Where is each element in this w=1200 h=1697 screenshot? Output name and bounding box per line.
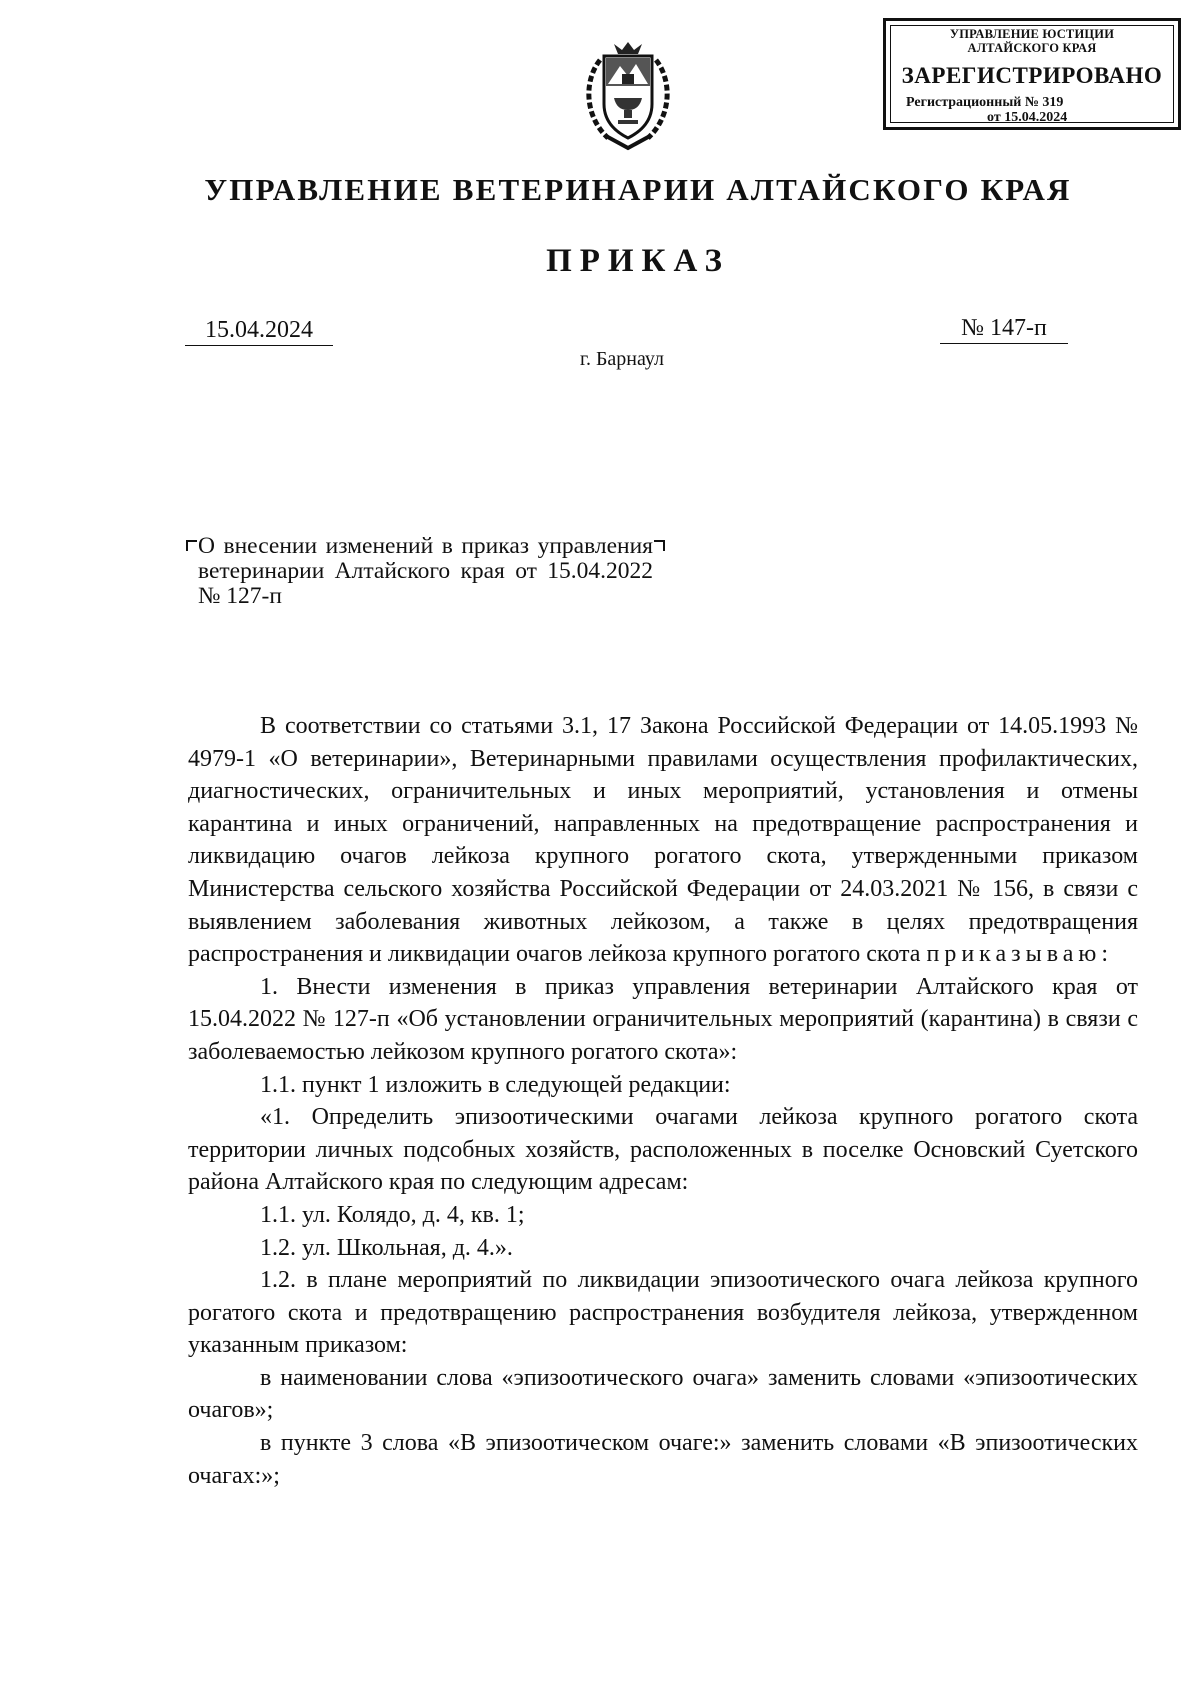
body-paragraph: в пункте 3 слова «В эпизоотическом очаге:» заменить словами «В эпизоотических очагах:»; [188,1430,1138,1489]
document-body [188,710,1138,1492]
preamble-paragraph [188,710,1138,971]
subject-right-corner-mark [654,540,665,551]
body-paragraph: 1.2. в плане мероприятий по ликвидации эпизоотического очага лейкоза крупного рогатого скота и предотвращению распространения возбудителя лейкоза, утвержденном указанным приказом: [188,1267,1138,1359]
stamp-reg-number: Регистрационный № 319 [906,95,1064,110]
registration-stamp [883,18,1181,130]
stamp-org-line2: АЛТАЙСКОГО КРАЯ [967,41,1097,55]
body-paragraph: 1. Внести изменения в приказ управления ветеринарии Алтайского края от 15.04.2022 № 127-п «Об установлении ограничительных мероприятий (карантина) в связи с заболеваемостью лейкозом крупного рогатого скота»: [188,973,1138,1065]
order-word: приказываю [926,941,1102,968]
subject-left-corner-mark [186,540,197,551]
document-date: 15.04.2024 [185,315,333,346]
body-paragraph: 1.1. пункт 1 изложить в следующей редакции: [260,1071,731,1098]
body-paragraph: в наименовании слова «эпизоотического очага» заменить словами «эпизоотических очагов»; [188,1364,1138,1424]
document-type-title: ПРИКАЗ [546,243,730,279]
stamp-org-line1: УПРАВЛЕНИЕ ЮСТИЦИИ [949,27,1115,41]
preamble-text: В соответствии со статьями 3.1, 17 Закона Российской Федерации от 14.05.1993 № 4979-1 «О ветеринарии», Ветеринарными правилами осуществления профилактических, диагностических, ограничительных и иных мероприятий, установления и отмены карантина и иных ограничений, направленных на предотвращение распространения и ликвидацию очагов лейкоза крупного рогатого скота, утвержденными приказом Министерства сельского хозяйства Российской Федерации от 24.03.2021 № 156, в связи с выявлением заболевания животных лейкозом, а также в целях предотвращения распространения и ликвидации очагов лейкоза крупного рогатого скота [188,713,1138,968]
document-city: г. Барнаул [580,348,664,370]
order-suffix: : [1101,941,1108,968]
body-paragraph: 1.2. ул. Школьная, д. 4.». [260,1234,513,1261]
document-subject: О внесении изменений в приказ управления ветеринарии Алтайского края от 15.04.2022 № 127-п [198,533,653,609]
stamp-reg-date: от 15.04.2024 [987,110,1068,125]
organization-name: УПРАВЛЕНИЕ ВЕТЕРИНАРИИ АЛТАЙСКОГО КРАЯ [204,172,1072,207]
stamp-registered-title: ЗАРЕГИСТРИРОВАНО [901,63,1163,88]
body-paragraph: «1. Определить эпизоотическими очагами лейкоза крупного рогатого скота территории личных подсобных хозяйств, расположенных в поселке Основский Суетского района Алтайского края по следующим адресам: [188,1104,1138,1196]
body-paragraph: 1.1. ул. Колядо, д. 4, кв. 1; [260,1201,525,1228]
altai-coat-of-arms-emblem [578,40,678,152]
document-number: № 147-п [940,313,1068,344]
stamp-inner-frame [890,25,1174,123]
